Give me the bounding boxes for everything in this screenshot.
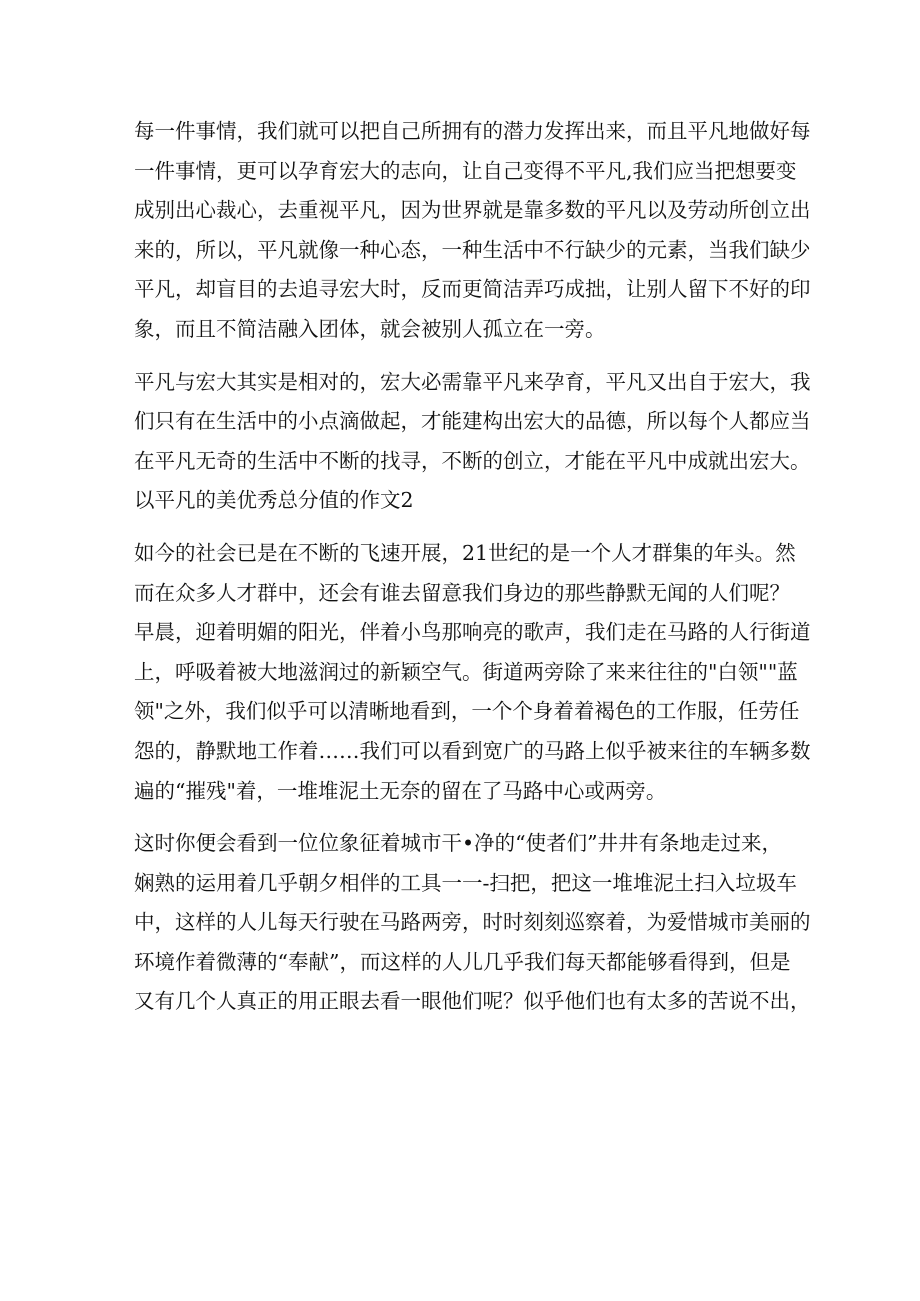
paragraph bbox=[134, 363, 811, 521]
text-line: 平凡，却盲目的去追寻宏大时，反而更简洁弄巧成拙，让别人留下不好的印 bbox=[134, 277, 811, 302]
text-line: 象，而且不简洁融入团体，就会被别人孤立在一旁。 bbox=[134, 316, 606, 341]
text-line: 来的，所以，平凡就像一种心态，一种生活中不行缺少的元素，当我们缺少 bbox=[134, 237, 811, 262]
document-body bbox=[134, 112, 811, 1022]
text-line: 又有几个人真正的用正眼去看一眼他们呢？似乎他们也有太多的苦说不出， bbox=[134, 989, 811, 1014]
text-line: 环境作着微薄的“奉献”，而这样的人儿几乎我们每天都能够看得到，但是 bbox=[134, 949, 791, 974]
paragraph bbox=[134, 824, 811, 1022]
text-line: 娴熟的运用着几乎朝夕相伴的工具一一-扫把，把这一堆堆泥土扫入垃圾车 bbox=[134, 870, 797, 895]
text-line: 在平凡无奇的生活中不断的找寻，不断的创立，才能在平凡中成就出宏大。 bbox=[134, 448, 811, 473]
section-heading: 以平凡的美优秀总分值的作文2 bbox=[134, 488, 414, 513]
text-line: 这时你便会看到一位位象征着城市干•净的“使者们”井井有条地走过来， bbox=[134, 831, 783, 856]
text-line: 一件事情，更可以孕育宏大的志向，让自己变得不平凡,我们应当把想要变 bbox=[134, 158, 797, 183]
paragraph-gap bbox=[134, 521, 794, 534]
text-line: 平凡与宏大其实是相对的，宏大必需靠平凡来孕育，平凡又出自于宏大，我 bbox=[134, 369, 811, 394]
text-line: 中，这样的人儿每天行驶在马路两旁，时时刻刻巡察着，为爱惜城市美丽的 bbox=[134, 910, 811, 935]
text-line: 如今的社会已是在不断的飞速开展，21世纪的是一个人才群集的年头。然 bbox=[134, 540, 796, 565]
text-line: 早晨，迎着明媚的阳光，伴着小鸟那响亮的歌声，我们走在马路的人行街道 bbox=[134, 620, 811, 645]
paragraph bbox=[134, 534, 811, 811]
text-line: 们只有在生活中的小点滴做起，才能建构出宏大的品德，所以每个人都应当 bbox=[134, 409, 811, 434]
text-line: 成别出心裁心，去重视平凡，因为世界就是靠多数的平凡以及劳动所创立出 bbox=[134, 198, 811, 223]
paragraph-gap bbox=[134, 811, 794, 824]
paragraph-gap bbox=[134, 350, 794, 363]
text-line: 上，呼吸着被大地滋润过的新颖空气。街道两旁除了来来往往的"白领""蓝 bbox=[134, 659, 798, 684]
text-line: 领"之外，我们似乎可以清晰地看到，一个个身着着褐色的工作服，任劳任 bbox=[134, 699, 800, 724]
text-line: 遍的“摧残"着，一堆堆泥土无奈的留在了马路中心或两旁。 bbox=[134, 778, 667, 803]
paragraph bbox=[134, 112, 811, 350]
text-line: 而在众多人才群中，还会有谁去留意我们身边的那些静默无闻的人们呢？ bbox=[134, 580, 790, 605]
text-line: 每一件事情，我们就可以把自己所拥有的潜力发挥出来，而且平凡地做好每 bbox=[134, 119, 811, 143]
text-line: 怨的，静默地工作着……我们可以看到宽广的马路上似乎被来往的车辆多数 bbox=[134, 738, 811, 763]
